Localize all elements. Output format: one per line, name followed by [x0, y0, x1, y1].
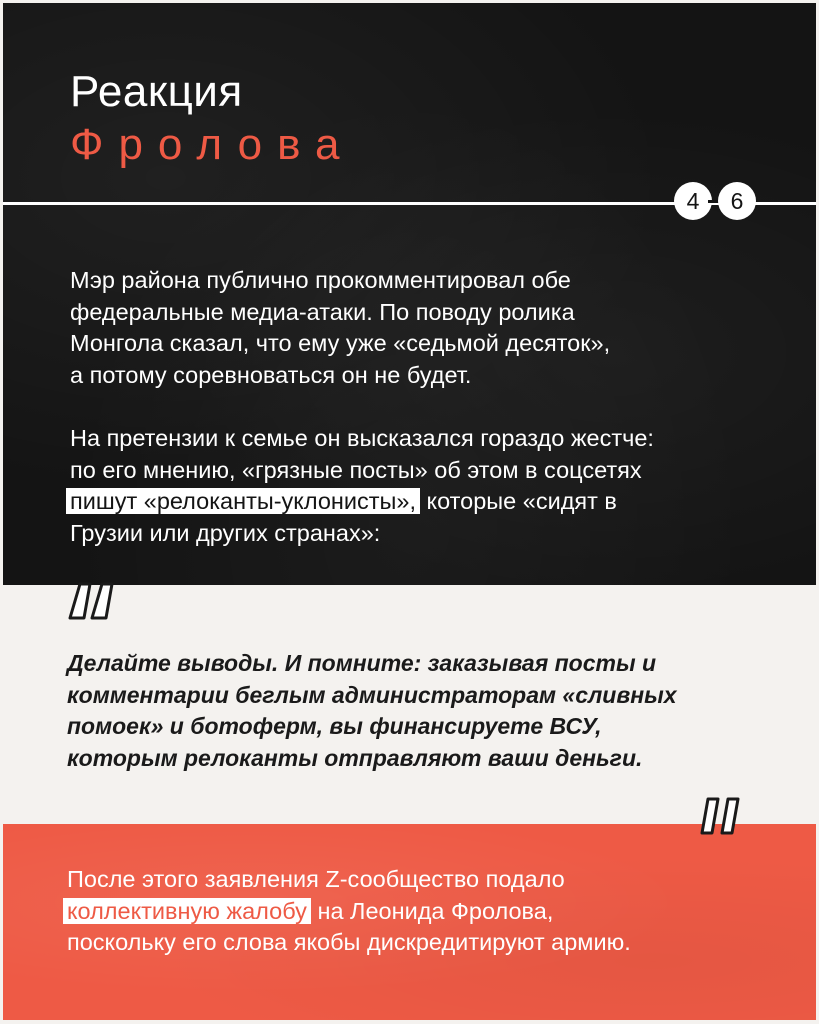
footer-text: [67, 864, 631, 959]
footer-text-end: на Леонида Фролова, поскольку его слова якобы дискредитируют армию.: [67, 897, 631, 955]
footer-text-start: После этого заявления Z-сообщество подало: [67, 866, 565, 892]
page-total: 6: [718, 182, 756, 220]
paragraph-2-text-end: которые «сидят в Грузии или других странах»:: [70, 488, 617, 546]
accent-panel: [3, 824, 816, 1020]
footer-highlight: коллективную жалобу: [63, 898, 311, 924]
paragraph-2-text: На претензии к семье он высказался гораздо жестче: по его мнению, «грязные посты» об этом в соцсетях: [70, 425, 654, 483]
paragraph-1: Мэр района публично прокомментировал обе федеральные медиа-атаки. По поводу ролика Монгола сказал, что ему уже «седьмой десяток», а потому соревноваться он не будет.: [70, 267, 611, 388]
closing-quote-icon: [700, 795, 752, 839]
quote-text: Делайте выводы. И помните: заказывая посты и комментарии беглым администраторам «сливных помоек» и ботоферм, вы финансируете ВСУ, которым релоканты отправляют ваши деньги.: [67, 650, 677, 771]
page-current: 4: [674, 182, 712, 220]
title-line-1: Реакция: [70, 67, 243, 116]
highlighted-phrase: пишут «релоканты-уклонисты»,: [66, 488, 420, 514]
dark-panel: [3, 3, 816, 585]
title-line-2: Фролова: [70, 120, 355, 169]
opening-quote-icon: [66, 578, 118, 622]
page-indicator: [670, 182, 780, 222]
paragraph-2: [70, 423, 654, 549]
